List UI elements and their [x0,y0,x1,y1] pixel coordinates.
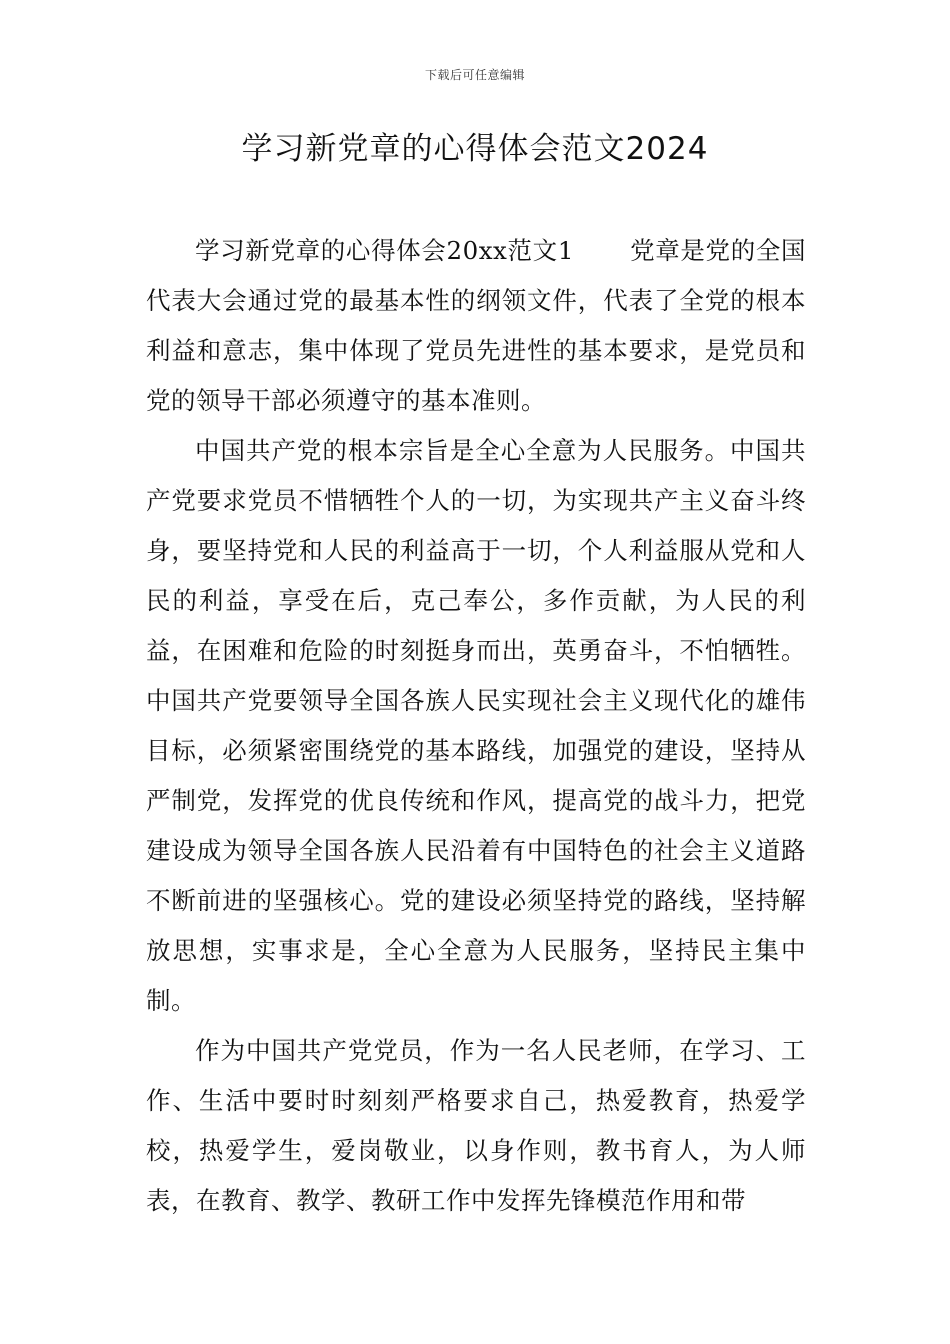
header-note: 下载后可任意编辑 [424,68,525,82]
paragraph-text: 党章是党的全国代表大会通过党的最基本性的纲领文件，代表了全党的根本利益和意志，集中体现了党员先进性的基本要求，是党员和党的领导干部必须遵守的基本准则。 [146,236,807,415]
article-subheading: 学习新党章的心得体会20xx范文1 [195,236,574,265]
body-paragraph: 中国共产党的根本宗旨是全心全意为人民服务。中国共产党要求党员不惜牺牲个人的一切，为实现共产主义奋斗终身，要坚持党和人民的利益高于一切，个人利益服从党和人民的利益，享受在后，克己奉公，多作贡献，为人民的利益，在困难和危险的时刻挺身而出，英勇奋斗，不怕牺牲。中国共产党要领导全国各族人民实现社会主义现代化的雄伟目标，必须紧密围绕党的基本路线，加强党的建设，坚持从严制党，发挥党的优良传统和作风，提高党的战斗力，把党建设成为领导全国各族人民沿着有中国特色的社会主义道路不断前进的坚强核心。党的建设必须坚持党的路线，坚持解放思想，实事求是，全心全意为人民服务，坚持民主集中制。 [146,436,806,1015]
document-body [146,226,806,1226]
document-title: 学习新党章的心得体会范文2024 [241,131,709,167]
body-paragraph [146,226,806,426]
body-paragraph: 作为中国共产党党员，作为一名人民老师，在学习、工作、生活中要时时刻刻严格要求自己，热爱教育，热爱学校，热爱学生，爱岗敬业，以身作则，教书育人，为人师表，在教育、教学、教研工作中发挥先锋模范作用和带 [146,1036,806,1215]
